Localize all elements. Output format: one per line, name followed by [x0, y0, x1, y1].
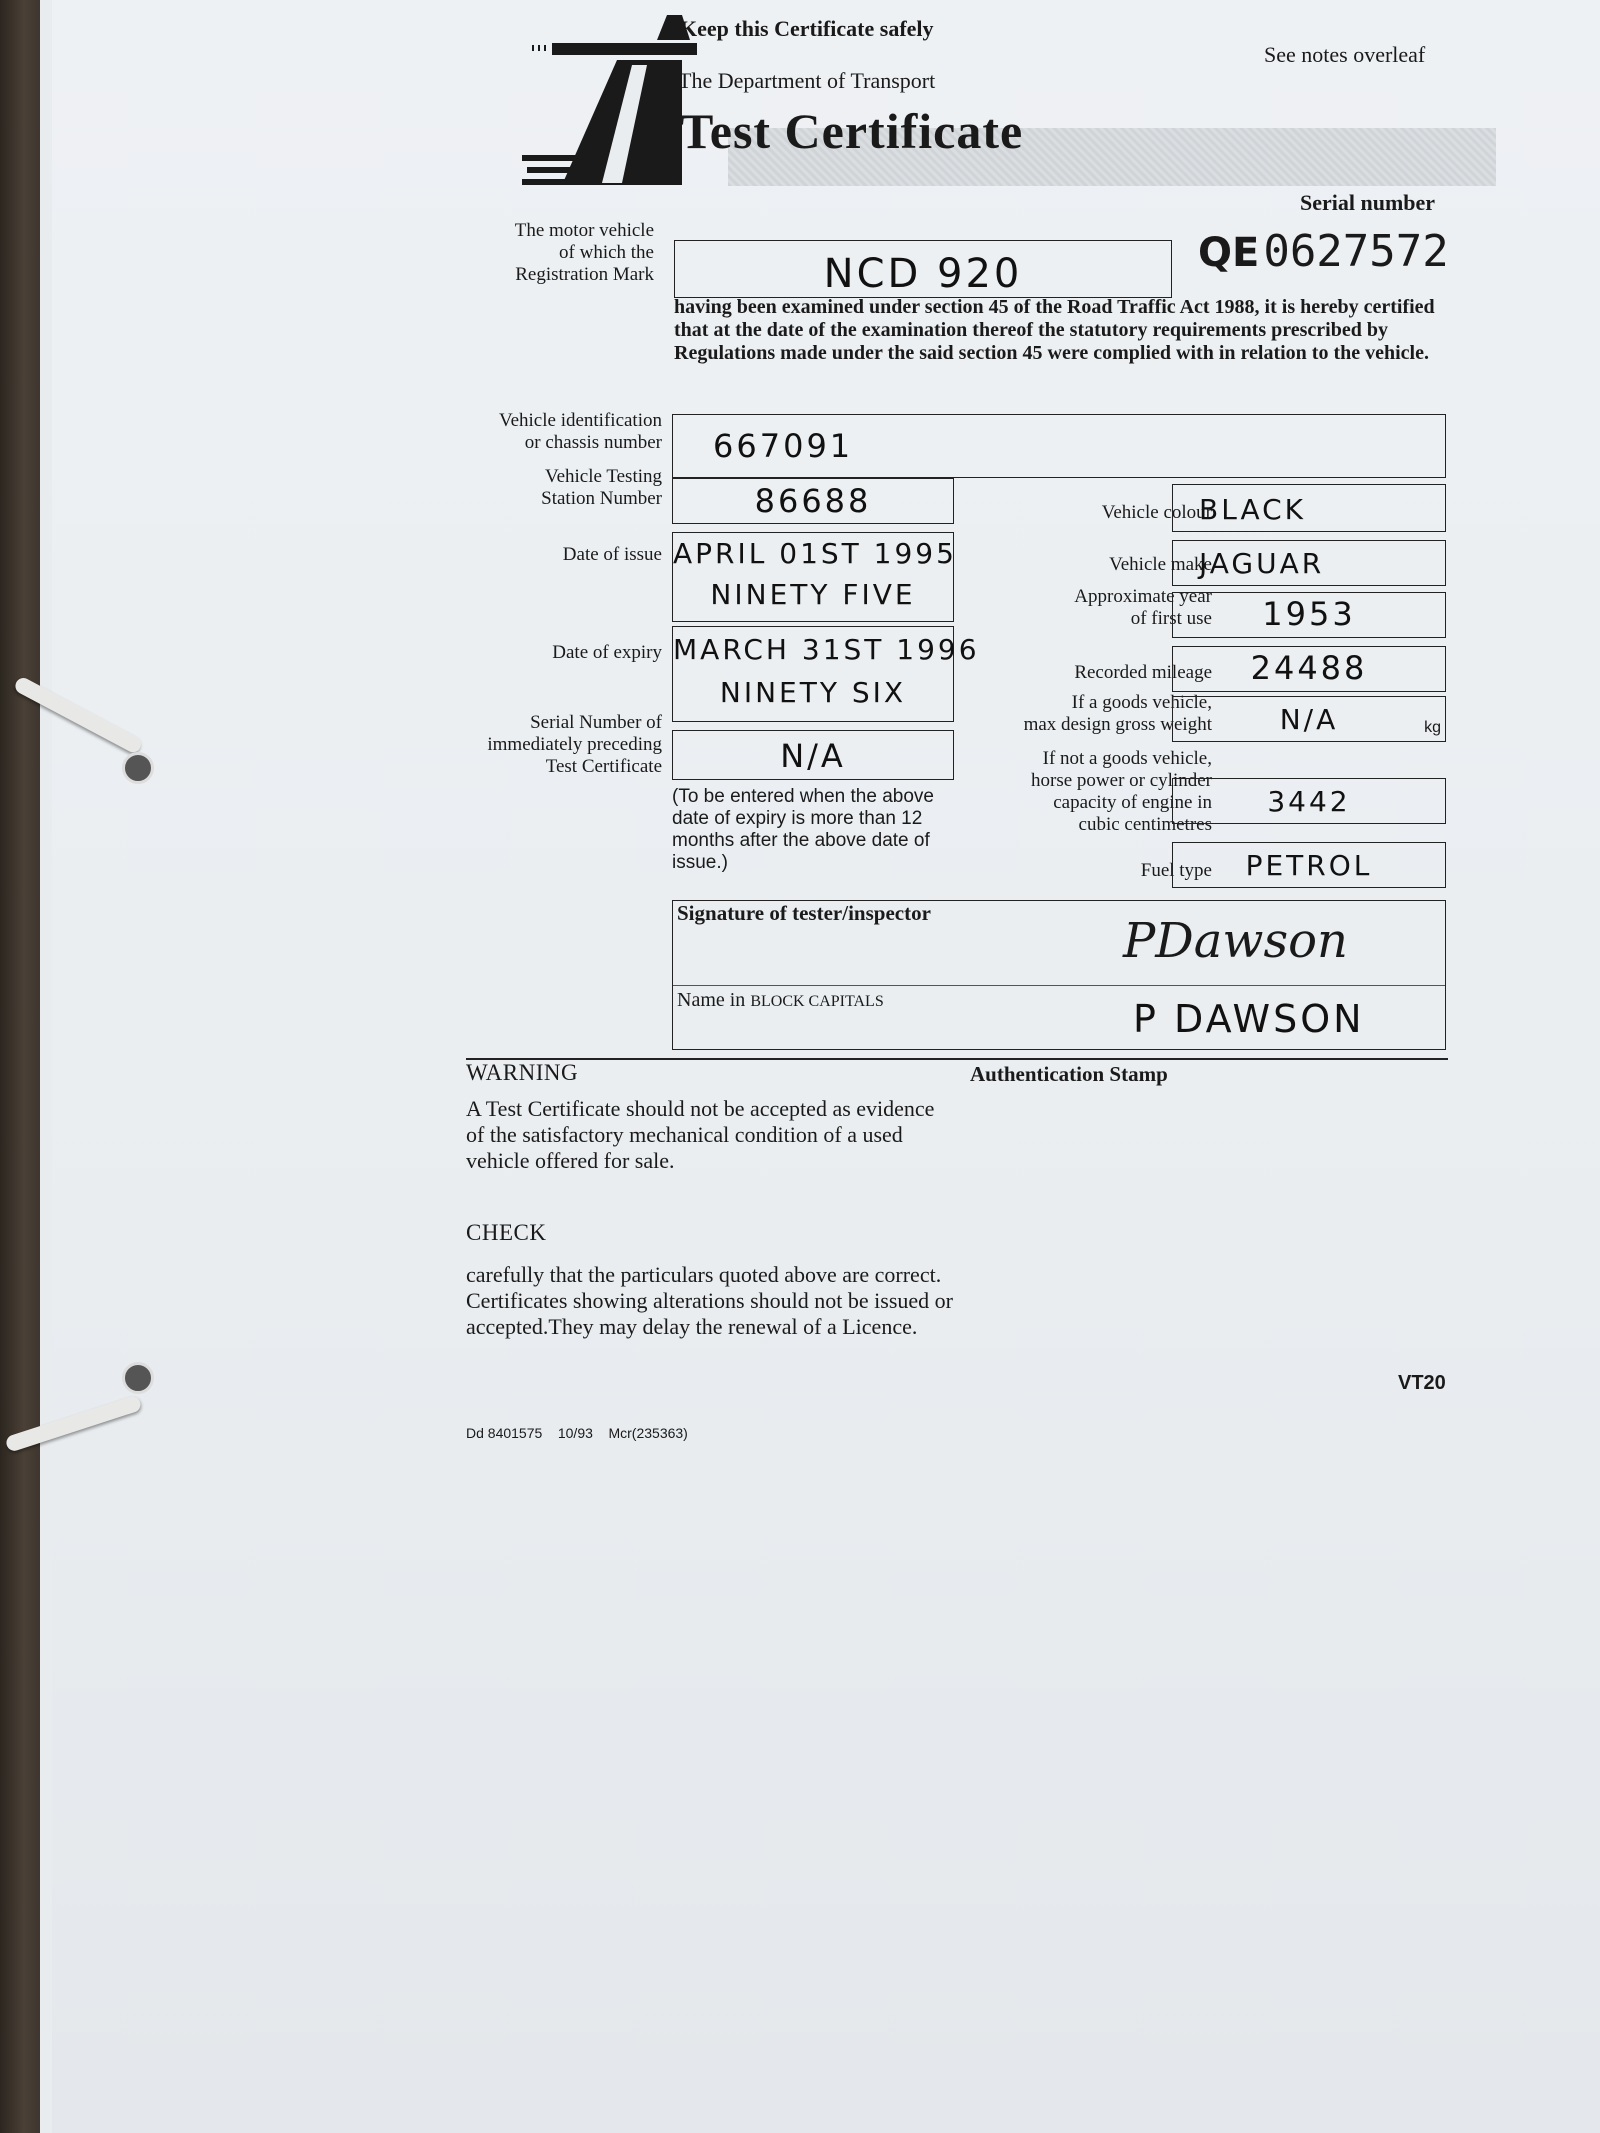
name-label	[677, 989, 884, 1012]
auth-stamp-label: Authentication Stamp	[970, 1062, 1168, 1086]
issue-line-2: NINETY FIVE	[710, 578, 916, 611]
station-label-line-2: Station Number	[541, 488, 662, 509]
print-ref-1: Dd 8401575	[466, 1425, 543, 1441]
prev-serial-label	[392, 712, 662, 778]
make-box	[1172, 540, 1446, 586]
print-reference	[466, 1422, 688, 1444]
see-notes-text: See notes overleaf	[1264, 42, 1426, 67]
goods-label-line-1: If a goods vehicle,	[1071, 692, 1212, 713]
registration-box	[674, 240, 1172, 298]
prev-serial-note: (To be entered when the above date of expiry is more than 12 months after the above date of issue.)	[672, 786, 934, 873]
mileage-label: Recorded mileage	[1074, 662, 1212, 683]
hp-label-line-2: horse power or cylinder	[1031, 770, 1212, 791]
keep-safe-text: Keep this Certificate safely	[680, 16, 934, 41]
fuel-label: Fuel type	[1140, 860, 1212, 881]
mileage-value: 24488	[1250, 649, 1368, 687]
reg-label-line-2: of which the	[559, 242, 654, 263]
prev-serial-box	[672, 730, 954, 780]
goods-box	[1172, 696, 1446, 742]
colour-box	[1172, 484, 1446, 532]
check-heading: CHECK	[466, 1220, 547, 1245]
make-label: Vehicle make	[1109, 554, 1212, 575]
colour-label: Vehicle colour	[1101, 502, 1212, 523]
signature-divider	[673, 985, 1445, 986]
check-text: carefully that the particulars quoted above are correct. Certificates showing alterations should not be issued or accepted.They may delay the renewal of a Licence.	[466, 1262, 953, 1339]
vin-label-line-1: Vehicle identification	[498, 410, 662, 431]
name-label-caps: BLOCK CAPITALS	[750, 993, 884, 1010]
signature-box	[672, 900, 1446, 1050]
issue-label: Date of issue	[562, 544, 662, 565]
station-box	[672, 478, 954, 524]
serial-number	[1198, 226, 1449, 277]
reg-label-line-1: The motor vehicle	[514, 220, 654, 241]
name-value: P DAWSON	[1133, 997, 1365, 1041]
colour-value: BLACK	[1199, 493, 1307, 526]
serial-prefix: QE	[1198, 230, 1260, 276]
vin-label-line-2: or chassis number	[524, 432, 662, 453]
print-ref-3: Mcr(235363)	[608, 1425, 688, 1441]
prev-label-line-1: Serial Number of	[530, 712, 662, 733]
year-label-line-2: of first use	[1130, 608, 1212, 629]
mileage-box	[1172, 646, 1446, 692]
registration-value: NCD 920	[823, 251, 1023, 297]
vin-label	[392, 410, 662, 454]
goods-label-line-2: max design gross weight	[1023, 714, 1212, 735]
vin-value: 667091	[713, 427, 854, 465]
fuel-value: PETROL	[1245, 849, 1373, 882]
capacity-value: 3442	[1267, 785, 1351, 818]
hp-label-line-3: capacity of engine in	[1053, 792, 1212, 813]
station-label	[392, 466, 662, 510]
footer-rule	[466, 1058, 1448, 1060]
hp-label-line-1: If not a goods vehicle,	[1042, 748, 1212, 769]
reg-label-line-3: Registration Mark	[515, 264, 654, 285]
prev-label-line-2: immediately preceding	[487, 734, 662, 755]
warning-text: A Test Certificate should not be accepted as evidence of the satisfactory mechanical condition of a used vehicle offered for sale.	[466, 1096, 935, 1173]
year-value: 1953	[1262, 595, 1356, 633]
issue-box	[672, 532, 957, 622]
signature-value: PDawson	[1123, 913, 1348, 969]
punch-hole-bottom	[122, 1362, 154, 1394]
year-box	[1172, 592, 1446, 638]
print-ref-2: 10/93	[557, 1425, 593, 1441]
expiry-box	[672, 626, 980, 722]
prev-serial-value: N/A	[780, 737, 846, 775]
warning-heading: WARNING	[466, 1060, 579, 1085]
station-label-line-1: Vehicle Testing	[544, 466, 662, 487]
serial-number-label: Serial number	[1300, 190, 1436, 215]
expiry-line-1: MARCH 31ST 1996	[673, 633, 980, 666]
goods-value: N/A	[1279, 703, 1339, 736]
station-value: 86688	[754, 482, 872, 520]
form-code: VT20	[1398, 1372, 1446, 1394]
punch-hole-top	[122, 752, 154, 784]
expiry-label: Date of expiry	[552, 642, 662, 663]
registration-label	[392, 220, 654, 286]
capacity-box	[1172, 778, 1446, 824]
kg-unit: kg	[1424, 719, 1441, 736]
serial-value: 0627572	[1263, 226, 1449, 277]
name-label-text: Name in	[677, 989, 746, 1011]
page-title: Test Certificate	[680, 103, 1024, 159]
expiry-line-2: NINETY SIX	[719, 676, 907, 709]
certification-text: having been examined under section 45 of the Road Traffic Act 1988, it is hereby certified that at the date of the examination thereof the statutory requirements prescribed by Regulations made under the said section 45 were complied with in relation to the vehicle.	[674, 296, 1435, 364]
certificate-page	[52, 0, 1600, 2133]
signature-label: Signature of tester/inspector	[677, 901, 931, 925]
vin-box	[672, 414, 1446, 478]
fuel-box	[1172, 842, 1446, 888]
make-value: JAGUAR	[1199, 547, 1325, 580]
prev-label-line-3: Test Certificate	[545, 756, 662, 777]
issue-line-1: APRIL 01ST 1995	[673, 537, 957, 570]
hp-label-line-4: cubic centimetres	[1078, 814, 1212, 835]
department-text: The Department of Transport	[678, 68, 936, 93]
year-label-line-1: Approximate year	[1074, 586, 1212, 607]
